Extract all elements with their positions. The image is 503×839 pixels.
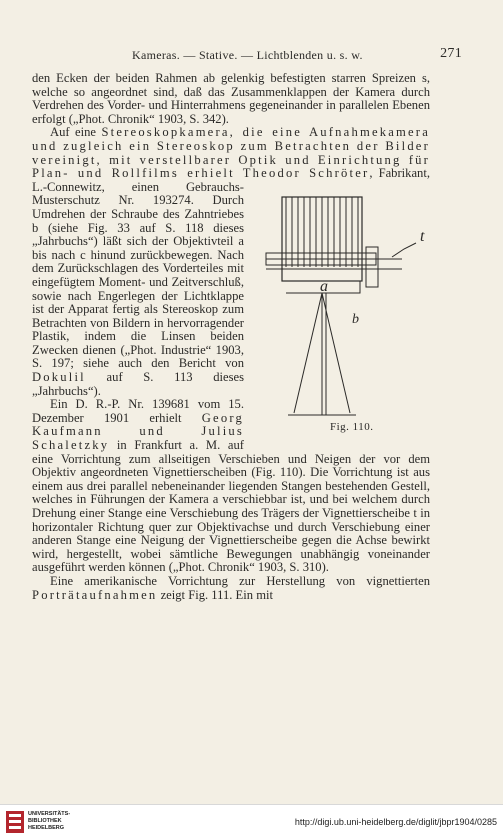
library-logo[interactable] — [6, 810, 96, 834]
vignetting-device-illustration — [252, 183, 430, 441]
library-emblem-icon — [6, 811, 24, 833]
paragraph-2: Auf eine Stereoskopkamera, die eine Aufnahmekamera und zugleich ein Stereoskop zum Betrachten der Bilder vereinigt, mit verstellbarer Optik und Einrichtung für Plan- und Rollfilms erhielt Theodor Schröter a b t Fig. 110. , Fabrikant, L.-Connewitz, einen Gebrauchs-Musterschutz Nr. 193274. Durch Umdrehen der Schraube des Zahntriebes b (siehe Fig. 33 auf S. 118 dieses „Jahrbuchs“) läßt sich der Objektivteil a bis nach c hinund zurückbewegen. Nach dem Zurückschlagen des Vorderteiles mit eingefügtem Moment- und Zeitverschluß, sowie nach Engerlegen der Lichtklappe ist der Apparat fertig als Stereoskop zum Betrachten von Bildern in hervorragender Plastik, indem die Linsen beiden Zwecken dienen („Phot. Industrie“ 1903, S. 197; siehe auch den Bericht von Dokulil auf S. 113 dieses „Jahrbuchs“). — [32, 126, 430, 398]
paragraph-4: Eine amerikanische Vorrichtung zur Herstellung von vignettierten Porträtaufnahmen zeigt Fig. 111. Ein mit — [32, 573, 430, 602]
body-text — [32, 72, 430, 602]
running-title: Kameras. — Stative. — Lichtblenden u. s. w. — [132, 48, 363, 62]
spaced-name: Dokulil — [32, 370, 86, 385]
figure-caption: Fig. 110. — [330, 420, 374, 433]
figure-110 — [252, 183, 430, 441]
figure-label-t: t — [420, 227, 425, 245]
source-url-link[interactable]: http://digi.ub.uni-heidelberg.de/diglit/jbpr1904/0285 — [294, 817, 497, 827]
spaced-term: Stereoskopkamera, die eine Aufnahmekamera und zugleich ein Stereoskop zum Betrachten der Bilder vereinigt, mit verstellbarer Optik und Einrichtung für Plan- und Rollfilms erhielt Theodor Schröter — [32, 125, 430, 181]
digitization-footer — [0, 804, 503, 839]
paragraph-1: den Ecken der beiden Rahmen ab gelenkig befestigten starren Spreizen s, welche so angeordnet sind, daß das Zusammenklappen der Kamera durch Verdrehen des Vorder- und Hinterrahmens gegeneinander in parallelen Ebenen erfolgt („Phot. Chronik“ 1903, S. 342). — [32, 71, 430, 126]
running-header — [32, 46, 462, 64]
figure-label-b: b — [352, 311, 359, 327]
page-number: 271 — [440, 46, 462, 61]
figure-label-a: a — [320, 277, 328, 295]
spaced-term: Porträtaufnahmen — [32, 587, 158, 602]
spaced-names: Georg Kaufmann und Julius Schaletzky — [32, 410, 244, 453]
paragraph-3: Ein D. R.-P. Nr. 139681 vom 15. Dezember 1901 erhielt Georg Kaufmann und Julius Schaletzky in Frankfurt a. M. auf eine Vorrichtung zum allseitigen Verschieben und Neigen der vor dem Objektiv angeordneten Vignettierscheiben (Fig. 110). Die Vorrichtung ist aus einem aus drei parallel nebeneinander liegenden Stangen bestehenden Gestell, welches in Führungen der Kamera a verschiebbar ist, und bei welchem durch Drehung einer Stange eine Verschiebung des Trägers der Vignettierscheibe t in horizontaler Richtung quer zur Objektivachse und durch Verschiebung einer anderen Stange eine Neigung der Vignettierscheibe gegen die Achse bewirkt wird, hergestellt, wobei sämtliche Bewegungen unabhängig voneinander ausgeführt werden können („Phot. Chronik“ 1903, S. 310). — [32, 397, 430, 575]
logo-text: UNIVERSITÄTS- BIBLIOTHEK HEIDELBERG — [28, 811, 71, 831]
